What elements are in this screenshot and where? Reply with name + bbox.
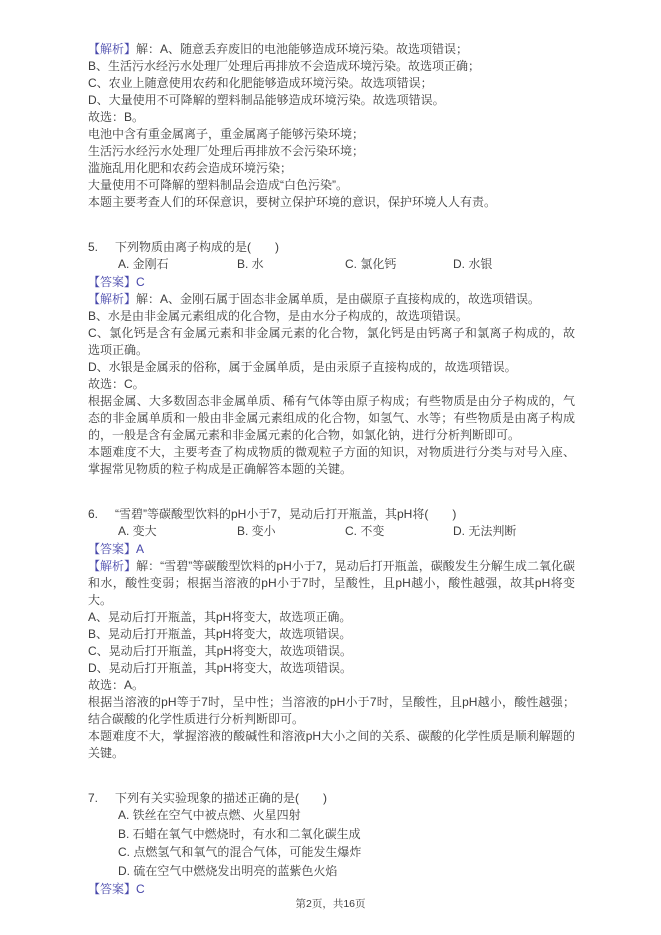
answer-line [88, 274, 575, 291]
answer-value: C [136, 275, 145, 289]
question-stem [88, 790, 575, 807]
analysis-line: 故选：A。 [88, 678, 145, 692]
question-stem [88, 506, 575, 523]
analysis-line [88, 558, 575, 609]
answer-label: 【答案】 [88, 542, 137, 556]
analysis-text: 解：A、金刚石属于固态非金属单质，是由碳原子直接构成的，故选项错误。 [136, 292, 541, 306]
analysis-line: C、晃动后打开瓶盖，其pH将变大，故选项错误。 [88, 644, 353, 658]
page-footer: 第2页，共16页 [295, 898, 366, 910]
analysis-line: 故选：B。 [88, 110, 145, 124]
analysis-label: 【解析】 [88, 559, 137, 573]
analysis-line: 根据当溶液的pH等于7时，呈中性；当溶液的pH小于7时，呈酸性，且pH越小，酸性越强；结合碳酸的化学性质进行分析判断即可。 [88, 695, 575, 726]
option-a: A. 铁丝在空气中被点燃、火星四射 [118, 808, 301, 822]
analysis-line: 根据金属、大多数固态非金属单质、稀有气体等由原子构成；有些物质是由分子构成的，气态的非金属单质和一般由非金属元素组成的化合物，如氢气、水等；有些物质是由离子构成的，一般是含有金属元素和非金属元素的化合物，如氯化钠，进行分析判断即可。 [88, 394, 575, 442]
question-stem [88, 239, 575, 256]
option-c: C. 氯化钙 [345, 257, 397, 271]
question-5 [88, 239, 575, 478]
analysis-line: 故选：C。 [88, 377, 145, 391]
analysis-line: 本题难度不大，主要考查了构成物质的微观粒子方面的知识，对物质进行分类与对号入座、掌握常见物质的粒子构成是正确解答本题的关键。 [88, 445, 575, 476]
analysis-line: D、水银是金属汞的俗称，属于金属单质，是由汞原子直接构成的，故选项错误。 [88, 360, 517, 374]
analysis-line: 大量使用不可降解的塑料制品会造成“白色污染”。 [88, 178, 348, 192]
analysis-line: B、晃动后打开瓶盖，其pH将变大，故选项错误。 [88, 627, 352, 641]
analysis-line: C、氯化钙是含有金属元素和非金属元素的化合物，氯化钙是由钙离子和氯离子构成的，故选项正确。 [88, 326, 575, 357]
options-list [88, 807, 575, 880]
option-b: B. 石蜡在氧气中燃烧时，有水和二氧化碳生成 [118, 826, 361, 841]
analysis-line: 本题主要考查人们的环保意识，要树立保护环境的意识，保护环境人人有责。 [88, 195, 497, 209]
analysis-line: 电池中含有重金属离子，重金属离子能够污染环境； [88, 127, 365, 141]
analysis-line: B、生活污水经污水处理厂处理后再排放不会造成环境污染。故选项正确； [88, 59, 481, 73]
answer-value: A [136, 542, 145, 556]
question-number: 5. [88, 240, 99, 254]
option-d: D. 水银 [453, 257, 493, 271]
analysis-line: A、晃动后打开瓶盖，其pH将变大，故选项正确。 [88, 610, 352, 624]
analysis-block-previous [88, 41, 575, 211]
analysis-line [88, 291, 575, 308]
analysis-line: B、水是由非金属元素组成的化合物，是由水分子构成的，故选项错误。 [88, 309, 469, 323]
option-c: C. 不变 [345, 524, 385, 538]
analysis-line [88, 41, 575, 58]
analysis-label: 【解析】 [88, 292, 137, 306]
option-c: C. 点燃氢气和氧气的混合气体，可能发生爆炸 [118, 845, 362, 859]
analysis-line: 滥施乱用化肥和农药会造成环境污染； [88, 161, 293, 175]
question-stem-text: “雪碧”等碳酸型饮料的pH小于7，晃动后打开瓶盖，其pH将( ) [115, 507, 457, 521]
question-number: 7. [88, 791, 99, 805]
answer-label: 【答案】 [88, 275, 137, 289]
analysis-text: 解：A、随意丢弃废旧的电池能够造成环境污染。故选项错误； [136, 42, 469, 56]
question-stem-text: 下列有关实验现象的描述正确的是( ) [115, 791, 327, 805]
answer-line [88, 541, 575, 558]
analysis-text: 解：“雪碧”等碳酸型饮料的pH小于7，晃动后打开瓶盖，碳酸发生分解生成二氧化碳和水，酸性变弱；根据当溶液的pH小于7时，呈酸性，且pH越小，酸性越强，故其pH将变大。 [88, 559, 575, 607]
analysis-label: 【解析】 [88, 42, 137, 56]
option-d: D. 无法判断 [453, 524, 517, 538]
option-a: A. 金刚石 [118, 257, 169, 271]
option-b: B. 变小 [237, 524, 276, 538]
analysis-line: 本题难度不大，掌握溶液的酸碱性和溶液pH大小之间的关系、碳酸的化学性质是顺利解题的关键。 [88, 729, 575, 760]
analysis-line: D、大量使用不可降解的塑料制品能够造成环境污染。故选项错误。 [88, 93, 445, 107]
analysis-line: D、晃动后打开瓶盖，其pH将变大，故选项错误。 [88, 661, 353, 675]
analysis-line: 生活污水经污水处理厂处理后再排放不会污染环境； [88, 144, 365, 158]
question-number: 6. [88, 507, 99, 521]
analysis-line: C、农业上随意使用农药和化肥能够造成环境污染。故选项错误； [88, 76, 433, 90]
option-a: A. 变大 [118, 524, 157, 538]
options-row [88, 256, 575, 273]
question-6 [88, 506, 575, 762]
option-b: B. 水 [237, 257, 264, 271]
answer-value: C [136, 882, 145, 896]
page-content [88, 41, 575, 898]
option-d: D. 硫在空气中燃烧发出明亮的蓝紫色火焰 [118, 863, 338, 878]
question-7 [88, 790, 575, 898]
options-row [88, 523, 575, 540]
answer-label: 【答案】 [88, 882, 137, 896]
question-stem-text: 下列物质由离子构成的是( ) [115, 240, 279, 254]
